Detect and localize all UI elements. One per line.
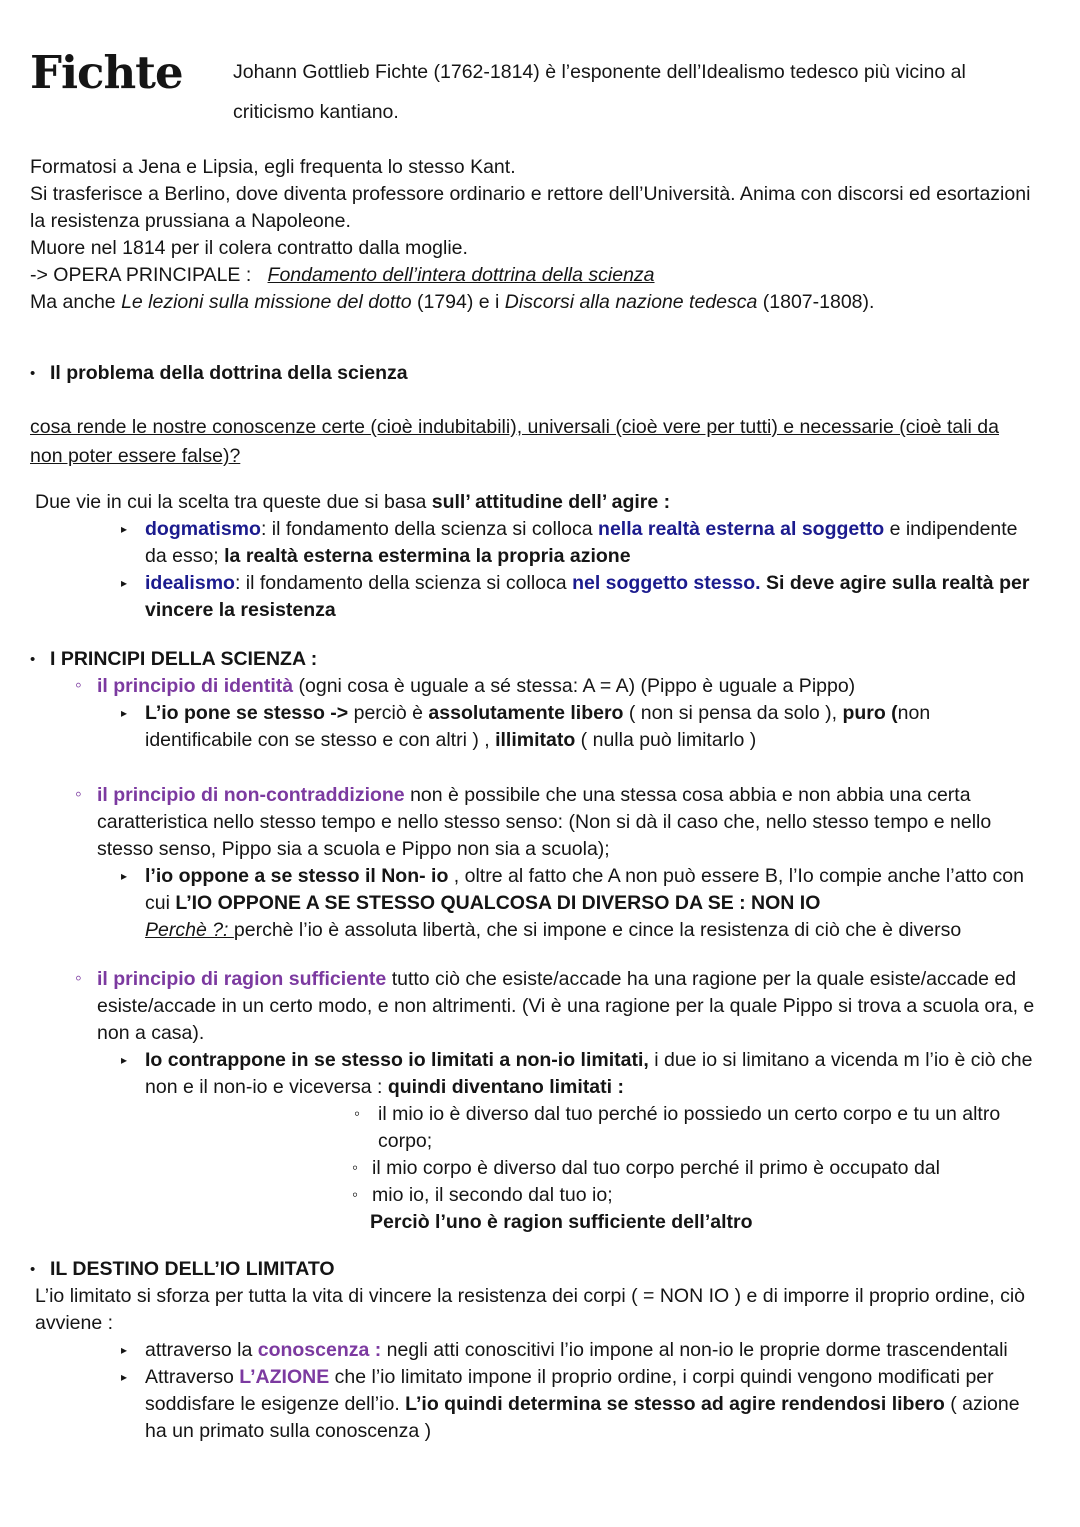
run: (ogni cosa è uguale a sé stessa: A = A) (Pippo è uguale a Pippo) (293, 675, 856, 697)
run: perciò è (353, 702, 429, 724)
term-idealismo: idealismo (145, 572, 235, 594)
io-oppone-item (118, 863, 1040, 944)
run: non identificabile con se stesso e con altri ) , (145, 702, 931, 751)
triangle-bullet-icon: ▸ (121, 869, 128, 883)
run: tutto ciò che esiste/accade ha una ragione per la quale esiste/accade ed esiste/accade in un certo modo, e non altrimenti. (Vi è una ragione per la quale Pippo si trova a scuola ora, e non a casa). (97, 968, 1035, 1044)
example-text: il mio io è diverso dal tuo perché io possiedo un certo corpo e tu un altro corpo; (378, 1103, 1001, 1152)
term-azione: L’AZIONE (239, 1366, 330, 1388)
io-contrappone-text (145, 1047, 1040, 1101)
io-contrappone-item (118, 1047, 1040, 1101)
header (30, 48, 1040, 132)
io-oppone-main (145, 863, 1040, 917)
section-heading-principi (30, 646, 1040, 673)
dogmatismo-text (145, 516, 1040, 570)
run: : il fondamento della scienza si colloca (260, 518, 599, 540)
run: i due io si limitano a vicenda m l’io è ciò che non e il non-io e viceversa : (145, 1049, 1033, 1098)
destino-intro: L’io limitato si sforza per tutta la vita di vincere la resistenza dei corpi ( = NON IO ) e di imporre il proprio ordine, ciò avviene : (35, 1285, 1026, 1334)
works-text: (1807-1808). (757, 291, 875, 313)
perche-line (145, 917, 1040, 944)
run: perchè l’io è assoluta libertà, che si impone e cince la resistenza di ciò che è diverso (233, 919, 962, 941)
circle-bullet-icon: ◦ (75, 675, 82, 696)
run: , oltre al fatto che A non può essere B, l’Io compie anche l’atto con cui (145, 865, 1024, 914)
run: : il fondamento della scienza si colloca (234, 572, 573, 594)
bold-run: puro ( (842, 702, 898, 724)
highlight-run: nella realtà esterna al soggetto (598, 518, 885, 540)
example-item (352, 1155, 1040, 1182)
principio-noncontraddizione-item (75, 782, 1040, 863)
principio-noncontraddizione-text (97, 782, 1040, 863)
page-title: Fichte (30, 46, 183, 99)
opera-line (30, 262, 1040, 289)
idealismo-item (118, 570, 1040, 624)
bold-run: L’IO OPPONE A SE STESSO QUALCOSA DI DIVERSO DA SE : NON IO (175, 892, 821, 914)
bio-line: Si trasferisce a Berlino, dove diventa professore ordinario e rettore dell’Università. Anima con discorsi ed esortazioni la resistenza prussiana a Napoleone. (30, 183, 1031, 232)
principio-ragionsufficiente-text (97, 966, 1040, 1047)
io-pone-text (145, 700, 1040, 754)
circle-bullet-icon: ◦ (75, 968, 82, 989)
bold-run: illimitato (495, 729, 576, 751)
run: ( azione ha un primato sulla conoscenza ) (145, 1393, 1020, 1442)
bold-run: L’io pone se stesso -> (145, 702, 354, 724)
circle-bullet-icon: ◦ (75, 784, 82, 805)
highlight-run: nel soggetto stesso. (572, 572, 761, 594)
example-text: mio io, il secondo dal tuo io; (372, 1184, 613, 1206)
run: ( nulla può limitarlo ) (575, 729, 757, 751)
azione-item (118, 1364, 1040, 1445)
run: negli atti conoscitivi l’io impone al non-io le proprie dorme trascendentali (386, 1339, 1008, 1361)
circle-bullet-icon: ◦ (352, 1185, 359, 1204)
bold-run: L’io quindi determina se stesso ad agire rendendosi libero (405, 1393, 945, 1415)
bullet-icon: • (30, 651, 36, 668)
triangle-bullet-icon: ▸ (121, 1370, 128, 1384)
term-dogmatismo: dogmatismo (145, 518, 261, 540)
dogmatismo-item (118, 516, 1040, 570)
bold-run: la realtà esterna estermina la propria azione (224, 545, 631, 567)
works-text: Ma anche (30, 291, 122, 313)
run: Attraverso (145, 1366, 240, 1388)
section-heading-text: IL DESTINO DELL’IO LIMITATO (50, 1258, 335, 1280)
bold-run: Io contrappone in se stesso io limitati a non-io limitati, (145, 1049, 649, 1071)
term-ragionsufficiente: il principio di ragion sufficiente (97, 968, 387, 990)
perche-label: Perchè ?: (145, 919, 234, 941)
run: attraverso la (145, 1339, 258, 1361)
bio-line: Formatosi a Jena e Lipsia, egli frequenta lo stesso Kant. (30, 156, 516, 178)
circle-bullet-icon: ◦ (354, 1104, 361, 1123)
conoscenza-item (118, 1337, 1040, 1364)
principio-ragionsufficiente-item (75, 966, 1040, 1047)
example-item (352, 1101, 1040, 1155)
principio-identita-item (75, 673, 1040, 700)
run: ( non si pensa da solo ), (623, 702, 843, 724)
opera-label: -> OPERA PRINCIPALE : (30, 264, 252, 286)
io-pone-item (118, 700, 1040, 754)
triangle-bullet-icon: ▸ (121, 1053, 128, 1067)
section-heading-destino (30, 1256, 1040, 1283)
idealismo-text (145, 570, 1040, 624)
bold-run: Si deve agire sulla realtà per vincere la resistenza (145, 572, 1030, 621)
bio-section (30, 154, 1040, 316)
run: che l’io limitato impone il proprio ordine, i corpi quindi vengono modificati per soddisfare le esigenze dell’io. (145, 1366, 994, 1415)
triangle-bullet-icon: ▸ (121, 1343, 128, 1357)
term-noncontraddizione: il principio di non-contraddizione (97, 784, 405, 806)
works-line (30, 289, 1040, 316)
bullet-icon: • (30, 1261, 36, 1278)
run: e indipendente da esso; (145, 518, 1018, 567)
duevie-bold-text: sull’ attitudine dell’ agire : (431, 491, 671, 513)
term-conoscenza: conoscenza : (257, 1339, 387, 1361)
azione-text (145, 1364, 1040, 1445)
example-item (352, 1182, 1040, 1209)
bold-run: l’io oppone a se stesso il Non- io (145, 865, 454, 887)
section-heading-text: I PRINCIPI DELLA SCIENZA : (50, 648, 318, 670)
io-oppone-text (145, 863, 1040, 944)
triangle-bullet-icon: ▸ (121, 576, 128, 590)
question-paragraph: cosa rende le nostre conoscenze certe (cioè indubitabili), universali (cioè vere per tutti) e necessarie (cioè tali da non poter essere false)? (30, 416, 999, 467)
section-heading-problema (30, 360, 1040, 387)
works-text: (1794) e i (411, 291, 505, 313)
conclusion-line: Perciò l’uno è ragion sufficiente dell’altro (370, 1211, 753, 1233)
conoscenza-text (145, 1337, 1008, 1364)
bold-run: quindi diventano limitati : (387, 1076, 624, 1098)
bullet-icon: • (30, 365, 36, 382)
example-text: il mio corpo è diverso dal tuo corpo perché il primo è occupato dal (372, 1157, 940, 1179)
section-heading-text: Il problema della dottrina della scienza (50, 362, 408, 384)
opera-title: Fondamento dell’intera dottrina della scienza (267, 264, 655, 286)
principio-identita-text (97, 673, 855, 700)
circle-bullet-icon: ◦ (352, 1158, 359, 1177)
duevie-text: Due vie in cui la scelta tra queste due si basa (35, 491, 432, 513)
bold-run: assolutamente libero (428, 702, 624, 724)
run: non è possibile che una stessa cosa abbia e non abbia una certa caratteristica nello stesso tempo e nello stesso senso: (Non si dà il caso che, nello stesso tempo e nello stesso senso, Pippo sia a scuola e Pippo non sia a scuola); (97, 784, 992, 860)
duevie-paragraph (30, 489, 1040, 516)
bio-line: Muore nel 1814 per il colera contratto dalla moglie. (30, 237, 468, 259)
term-identita: il principio di identità (97, 675, 294, 697)
page-subtitle: Johann Gottlieb Fichte (1762-1814) è l’esponente dell’Idealismo tedesco più vicino al criticismo kantiano. (233, 61, 966, 123)
triangle-bullet-icon: ▸ (121, 706, 128, 720)
work-title: Discorsi alla nazione tedesca (504, 291, 758, 313)
work-title: Le lezioni sulla missione del dotto (121, 291, 412, 313)
triangle-bullet-icon: ▸ (121, 522, 128, 536)
